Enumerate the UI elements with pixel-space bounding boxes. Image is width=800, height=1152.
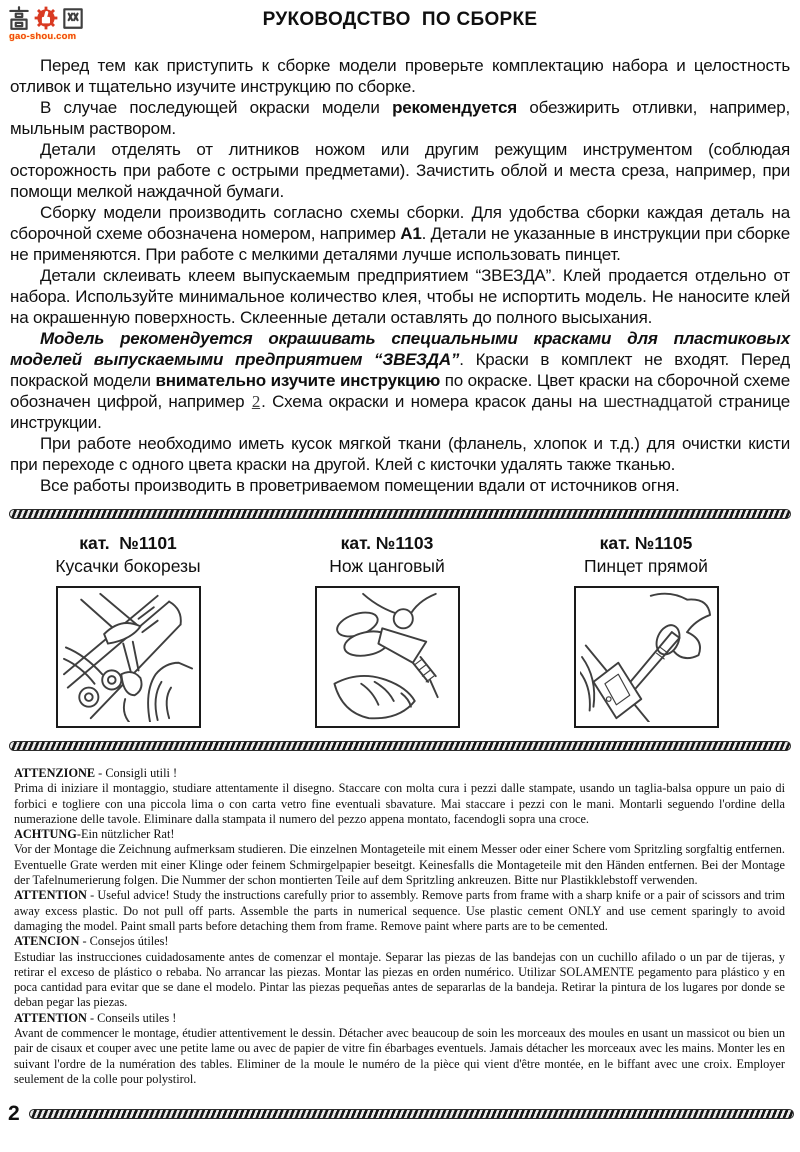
- emphasized-text: ACHTUNG: [14, 827, 77, 842]
- text-run: -Ein nützlicher Rat!: [76, 827, 175, 842]
- tool-name: Нож цанговый: [329, 556, 445, 576]
- page-number: 2: [8, 1102, 20, 1126]
- text-run: - Useful advice! Study the instructions carefully prior to assembly. Remove parts from frame with a sharp knife or a pair of scissors and trim away excess plastic. Do not pull off parts. Assemble the parts in numerical sequence. Use plastic cement ONLY and use cement sparingly to avoid damaging the model. Paint small parts before detaching them from frame. Remove paint where parts are to be cemented.: [14, 888, 785, 933]
- language-body: [14, 781, 785, 827]
- rope-divider: [29, 1109, 794, 1119]
- emphasized-text: Модель рекомендуется окрашивать специальными красками для пластиковых моделей выпускаемыми предприятием “ЗВЕЗДА”: [10, 329, 790, 369]
- collet-knife-drawing-icon: [321, 592, 454, 722]
- text-run: Перед тем как приступить к сборке модели проверьте комплектацию набора и целостность отливок и тщательно изучите инструкцию по сборке.: [10, 56, 790, 96]
- language-section-fr: [14, 1011, 785, 1087]
- tool-illustration-cutters: [56, 586, 201, 728]
- rope-divider: [9, 741, 791, 751]
- instruction-paragraph: [10, 475, 790, 496]
- text-run: Сборку модели производить согласно схемы сборки. Для удобства сборки каждая деталь на сборочной схеме обозначена номером, например: [10, 203, 790, 243]
- emphasized-text: А1: [400, 224, 422, 243]
- language-section-de: [14, 827, 785, 888]
- instruction-paragraph: [10, 202, 790, 265]
- text-run: Детали отделять от литников ножом или другим режущим инструментом (соблюдая осторожность при работе с острыми предметами). Зачистить облой и места среза, например, при помощи мелкой наждачной бумаги.: [10, 140, 790, 201]
- logo-glyphs: [6, 5, 98, 31]
- russian-instructions-block: [10, 55, 790, 496]
- text-run: . Детали не указанные в инструкции при сборке не применяются. При работе с мелкими деталями лучше использовать пинцет.: [10, 224, 790, 264]
- text-run: Vor der Montage die Zeichnung aufmerksam studieren. Die einzelnen Montageteile mit einem Messer oder einer Schere vom Spritzling sorgfaltig entfernen. Eventuelle Grate werden mit einer Klinge oder feinem Schmirgelpapier beseitgt. Keinesfalls die Montageteile mit den Händen entfernen. Bei der Montage der Tafelnumerierung folgen. Die Nummer der schon montierten Teile auf dem Spritzling ankreuzen. Bitte nur Plastikklebstoff verwenden.: [14, 842, 785, 888]
- tool-item-tweezers: [540, 533, 752, 728]
- rope-divider: [9, 509, 791, 519]
- text-run: . Схема окраски и номера красок даны на: [261, 392, 604, 411]
- text-run: Все работы производить в проветриваемом помещении вдали от источников огня.: [40, 476, 680, 495]
- text-run: странице инструкции.: [10, 392, 790, 432]
- text-run: - Consigli utili !: [95, 766, 178, 780]
- language-body: [14, 1026, 785, 1087]
- instruction-paragraph: [10, 97, 790, 139]
- text-run: При работе необходимо иметь кусок мягкой ткани (фланель, хлопок и т.д.) для очистки кисти при переходе с одного цвета краски на другой. Клей с кисточки удалять также тканью.: [10, 434, 790, 474]
- emphasized-text: 2: [251, 392, 261, 411]
- gao-glyph-icon: [6, 5, 32, 31]
- wang-glyph-icon: [60, 5, 86, 31]
- text-run: - Consejos útiles!: [79, 934, 169, 949]
- language-heading: [14, 827, 785, 842]
- text-run: обезжирить отливки, например, мыльным раствором.: [10, 98, 790, 138]
- text-run: Prima di iniziare il montaggio, studiare attentamente il disegno. Staccare con molta cura i pezzi dalle stampate, usando un taglia-balsa oppure un paio di forbici e togliere con una piccola lima o con carta vetro fine eventuali sbavature. Mai staccare i pezzi con le mani. Montarli seguendo l'ordine della numerazione delle tavole. Eliminare dalla stampata il numero del pezzo appena montato, facendogli sopra una croce.: [14, 781, 785, 826]
- emphasized-text: внимательно изучите инструкцию: [155, 371, 441, 390]
- emphasized-text: ATENCION: [14, 934, 80, 949]
- text-run: по окраске. Цвет краски на сборочной схеме обозначен цифрой, например: [10, 371, 790, 411]
- instruction-paragraph: [10, 433, 790, 475]
- tool-item-cutters: [22, 533, 234, 728]
- text-run: . Краски в комплект не входят. Перед покраской модели: [10, 350, 791, 390]
- text-run: - Conseils utiles !: [86, 1010, 177, 1025]
- gear-thumbsup-icon: [33, 5, 59, 31]
- language-body: [14, 950, 785, 1011]
- tools-row: [0, 519, 800, 728]
- language-section-it: [14, 766, 785, 827]
- language-section-es: [14, 934, 785, 1010]
- language-body: [14, 888, 785, 934]
- instruction-paragraph: [10, 55, 790, 97]
- emphasized-text: шестнадцатой: [603, 392, 713, 411]
- emphasized-text: рекомендуется: [392, 98, 517, 117]
- language-body: [14, 842, 785, 888]
- text-run: Avant de commencer le montage, étudier attentivement le dessin. Détacher avec beaucoup de soin les morceaux des moules en usant un massicot ou bien un pair de cisaux et couper avec une petite lame ou avec de papier de vitre fin ébarbages eventuels. Jamais détacher les morceaux avec les mains. Monter les en suivant l'ordre de la numération des tables. Eliminer de la moule le numéro de la pièce qui vient d'être montée, en le biffant avec une croix. Employer seulement de la colle pour polystirol.: [14, 1026, 785, 1086]
- instruction-paragraph: [10, 265, 790, 328]
- tool-name: Пинцет прямой: [584, 556, 708, 576]
- emphasized-text: ATTENTION: [14, 1010, 87, 1025]
- side-cutters-drawing-icon: [62, 592, 195, 722]
- language-heading: [14, 934, 785, 949]
- multilingual-advice-block: [14, 766, 785, 1087]
- tool-catalog-number: кат. №1103: [340, 533, 434, 553]
- page-title: РУКОВОДСТВО ПО СБОРКЕ: [262, 9, 538, 30]
- watermark-logo: [6, 5, 98, 42]
- tool-illustration-knife: [315, 586, 460, 728]
- instruction-paragraph: [10, 139, 790, 202]
- tool-catalog-number: кат. №1105: [599, 533, 693, 553]
- tool-name: Кусачки бокорезы: [55, 556, 201, 576]
- instruction-paragraph: [10, 328, 790, 433]
- tool-item-knife: [281, 533, 493, 728]
- logo-domain-text: gao-shou.com: [9, 31, 77, 42]
- tweezers-drawing-icon: [580, 592, 713, 722]
- text-run: Estudiar las instrucciones cuidadosamente antes de comenzar el montaje. Separar las piezas de las bandejas con un cuchillo afilado o un par de tijeras, y retirar el exceso de plástico o rebaba. No arrancar las piezas. Montar las piezas en orden numérico. Utilizar SOLAMENTE pegamento para plástico y en poca cantidad para evitar que se dane el modelo. Pintar las piezas pequeñas antes de separarlas de la bandeja. Retirar la pintura de los lugares por donde se deban pegar las piezas.: [14, 949, 785, 1010]
- text-run: Детали склеивать клеем выпускаемым предприятием “ЗВЕЗДА”. Клей продается отдельно от набора. Используйте минимальное количество клея, чтобы не испортить модель. Не наносите клей на окрашенную поверхность. Склеенные детали оставлять до полного высыхания.: [10, 266, 790, 327]
- language-heading: [14, 766, 785, 781]
- text-run: В случае последующей окраски модели: [40, 98, 393, 117]
- emphasized-text: ATTENZIONE: [14, 766, 96, 780]
- page-footer: [8, 1103, 794, 1124]
- language-section-en: [14, 888, 785, 934]
- emphasized-text: ATTENTION: [14, 888, 87, 903]
- tool-catalog-number: кат. №1101: [79, 533, 177, 553]
- tool-illustration-tweezers: [574, 586, 719, 728]
- language-heading: [14, 1011, 785, 1026]
